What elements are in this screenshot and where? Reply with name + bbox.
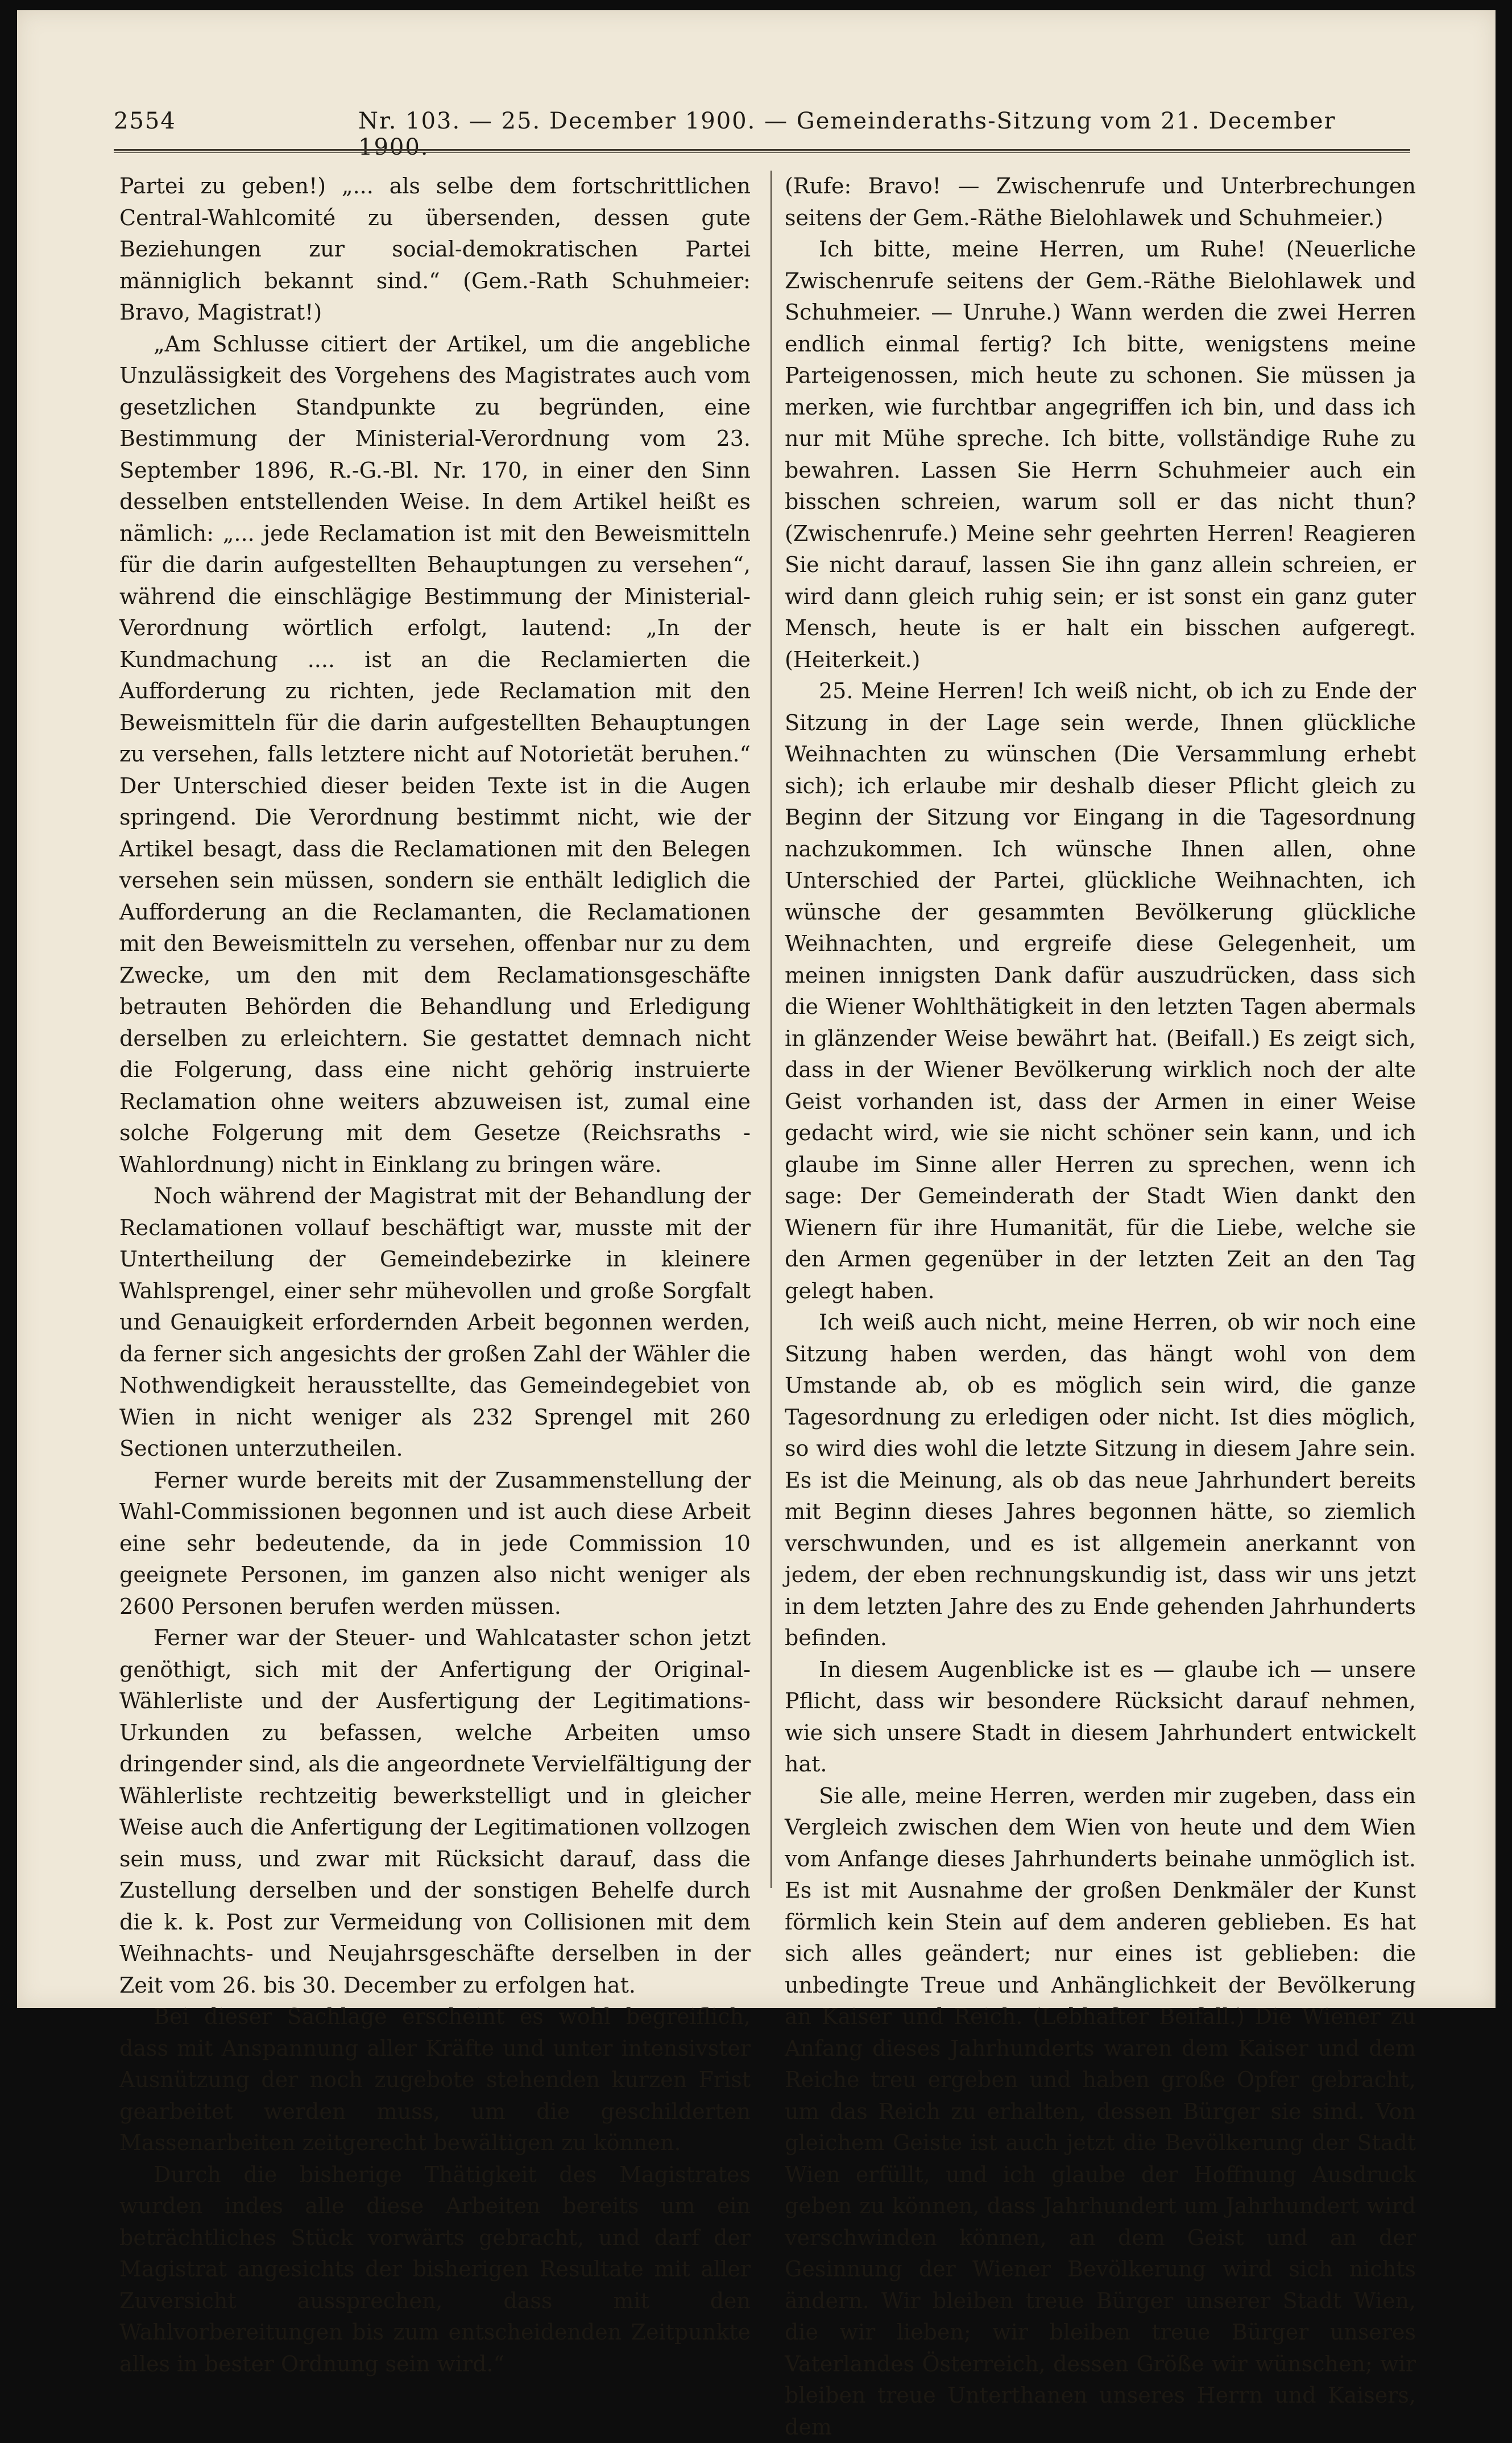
page-number: 2554 bbox=[114, 108, 176, 134]
right-paragraph-2: Ich bitte, meine Herren, um Ruhe! (Neuerliche Zwischenrufe seitens der Gem.-Räthe Bielohlawek und Schuhmeier. — Unruhe.) Wann werden die zwei Herren endlich einmal fertig? Ich bitte, wenigstens meine Parteigenossen, mich heute zu schonen. Sie müssen ja merken, wie furchtbar angegriffen ich bin, und dass ich nur mit Mühe spreche. Ich bitte, vollständige Ruhe zu bewahren. Lassen Sie Herrn Schuhmeier auch ein bisschen schreien, warum soll er das nicht thun? (Zwischenrufe.) Meine sehr geehrten Herren! Reagieren Sie nicht darauf, lassen Sie ihn ganz allein schreien, er wird dann gleich ruhig sein; er ist sonst ein ganz guter Mensch, heute is er halt ein bisschen aufgeregt. (Heiterkeit.) bbox=[785, 234, 1416, 676]
left-column bbox=[119, 171, 751, 2380]
right-column bbox=[785, 171, 1416, 2443]
running-title: Nr. 103. — 25. December 1900. — Gemeinderaths-Sitzung vom 21. December 1900. bbox=[358, 108, 1410, 160]
left-paragraph-2: „Am Schlusse citiert der Artikel, um die angebliche Unzulässigkeit des Vorgehens des Magistrates auch vom gesetzlichen Standpunkte zu begründen, eine Bestimmung der Ministerial-Verordnung vom 23. September 1896, R.-G.-Bl. Nr. 170, in einer den Sinn desselben entstellenden Weise. In dem Artikel heißt es nämlich: „... jede Reclamation ist mit den Beweismitteln für die darin aufgestellten Behauptungen zu versehen“, während die einschlägige Bestimmung der Ministerial-Verordnung wörtlich erfolgt, lautend: „In der Kundmachung .... ist an die Reclamierten die Aufforderung zu richten, jede Reclamation mit den Beweismitteln für die darin aufgestellten Behauptungen zu versehen, falls letztere nicht auf Notorietät beruhen.“ Der Unterschied dieser beiden Texte ist in die Augen springend. Die Verordnung bestimmt nicht, wie der Artikel besagt, dass die Reclamationen mit den Belegen versehen sein müssen, sondern sie enthält lediglich die Aufforderung an die Reclamanten, die Reclamationen mit den Beweismitteln zu versehen, offenbar nur zu dem Zwecke, um den mit dem Reclamationsgeschäfte betrauten Behörden die Behandlung und Erledigung derselben zu erleichtern. Sie gestattet demnach nicht die Folgerung, dass eine nicht gehörig instruierte Reclamation ohne weiters abzuweisen ist, zumal eine solche Folgerung mit dem Gesetze (Reichsraths - Wahlordnung) nicht in Einklang zu bringen wäre. bbox=[119, 329, 751, 1181]
right-paragraph-4: Ich weiß auch nicht, meine Herren, ob wir noch eine Sitzung haben werden, das hängt wohl von dem Umstande ab, ob es möglich sein wird, die ganze Tagesordnung zu erledigen oder nicht. Ist dies möglich, so wird dies wohl die letzte Sitzung in diesem Jahre sein. Es ist die Meinung, als ob das neue Jahrhundert bereits mit Beginn dieses Jahres begonnen hätte, so ziemlich verschwunden, und es ist allgemein anerkannt von jedem, der eben rechnungskundig ist, dass wir uns jetzt in dem letzten Jahre des zu Ende gehenden Jahrhunderts befinden. bbox=[785, 1307, 1416, 1654]
page-header bbox=[114, 108, 1410, 142]
right-paragraph-5: In diesem Augenblicke ist es — glaube ich — unsere Pflicht, dass wir besondere Rücksicht darauf nehmen, wie sich unsere Stadt in diesem Jahrhundert entwickelt hat. bbox=[785, 1654, 1416, 1781]
column-divider bbox=[771, 171, 772, 1888]
right-paragraph-3: 25. Meine Herren! Ich weiß nicht, ob ich zu Ende der Sitzung in der Lage sein werde, Ihnen glückliche Weihnachten zu wünschen (Die Versammlung erhebt sich); ich erlaube mir deshalb dieser Pflicht gleich zu Beginn der Sitzung vor Eingang in die Tagesordnung nachzukommen. Ich wünsche Ihnen allen, ohne Unterschied der Partei, glückliche Weihnachten, ich wünsche der gesammten Bevölkerung glückliche Weihnachten, und ergreife diese Gelegenheit, um meinen innigsten Dank dafür auszudrücken, dass sich die Wiener Wohlthätigkeit in den letzten Tagen abermals in glänzender Weise bewährt hat. (Beifall.) Es zeigt sich, dass in der Wiener Bevölkerung wirklich noch der alte Geist vorhanden ist, dass der Armen in einer Weise gedacht wird, wie sie nicht schöner sein kann, und ich glaube im Sinne aller Herren zu sprechen, wenn ich sage: Der Gemeinderath der Stadt Wien dankt den Wienern für ihre Humanität, für die Liebe, welche sie den Armen gegenüber in der letzten Zeit an den Tag gelegt haben. bbox=[785, 676, 1416, 1307]
left-paragraph-3: Noch während der Magistrat mit der Behandlung der Reclamationen vollauf beschäftigt war, musste mit der Untertheilung der Gemeindebezirke in kleinere Wahlsprengel, einer sehr mühevollen und große Sorgfalt und Genauigkeit erfordernden Arbeit begonnen werden, da ferner sich angesichts der großen Zahl der Wähler die Nothwendigkeit herausstellte, das Gemeindegebiet von Wien in nicht weniger als 232 Sprengel mit 260 Sectionen unterzutheilen. bbox=[119, 1181, 751, 1465]
right-paragraph-6: Sie alle, meine Herren, werden mir zugeben, dass ein Vergleich zwischen dem Wien von heute und dem Wien vom Anfange dieses Jahrhunderts beinahe unmöglich ist. Es ist mit Ausnahme der großen Denkmäler der Kunst förmlich kein Stein auf dem anderen geblieben. Es hat sich alles geändert; nur eines ist geblieben: die unbedingte Treue und Anhänglichkeit der Bevölkerung an Kaiser und Reich. (Lebhafter Beifall.) Die Wiener zu Anfang dieses Jahrhunderts waren dem Kaiser und dem Reiche treu ergeben und haben große Opfer gebracht, um das Reich zu erhalten, dessen Bürger sie sind. Von gleichem Geiste ist auch jetzt die Bevölkerung der Stadt Wien erfüllt, und ich glaube der Hoffnung Ausdruck geben zu können, dass Jahrhundert um Jahrhundert wird verschwinden können, an dem Geist und an der Gesinnung der Wiener Bevölkerung wird sich nichts ändern. Wir bleiben treue Bürger unserer Stadt Wien, die wir lieben; wir bleiben treue Bürger unseres Vaterlandes Österreich, dessen Größe wir wünschen; wir bleiben treue Unterthanen unseres Herrn und Kaisers, dem bbox=[785, 1781, 1416, 2443]
left-paragraph-7: Durch die bisherige Thätigkeit des Magistrates wurden indes alle diese Arbeiten bereits um ein beträchtliches Stück vorwärts gebracht, und darf der Magistrat angesichts der bisherigen Resultate mit aller Zuversicht aussprechen, dass mit den Wahlvorbereitungen bis zum entscheidenden Zeitpunkte alles in bester Ordnung sein wird.“ bbox=[119, 2159, 751, 2380]
right-paragraph-1: (Rufe: Bravo! — Zwischenrufe und Unterbrechungen seitens der Gem.-Räthe Bielohlawek und Schuhmeier.) bbox=[785, 171, 1416, 234]
header-rule bbox=[114, 149, 1410, 153]
left-paragraph-1: Partei zu geben!) „... als selbe dem fortschrittlichen Central-Wahlcomité zu übersenden, dessen gute Beziehungen zur social-demokratischen Partei männiglich bekannt sind.“ (Gem.-Rath Schuhmeier: Bravo, Magistrat!) bbox=[119, 171, 751, 329]
left-paragraph-5: Ferner war der Steuer- und Wahlcataster schon jetzt genöthigt, sich mit der Anfertigung der Original-Wählerliste und der Ausfertigung der Legitimations-Urkunden zu befassen, welche Arbeiten umso dringender sind, als die angeordnete Vervielfältigung der Wählerliste rechtzeitig bewerkstelligt und in gleicher Weise auch die Anfertigung der Legitimationen vollzogen sein muss, und zwar mit Rücksicht darauf, dass die Zustellung derselben und der sonstigen Behelfe durch die k. k. Post zur Vermeidung von Collisionen mit dem Weihnachts- und Neujahrsgeschäfte derselben in der Zeit vom 26. bis 30. December zu erfolgen hat. bbox=[119, 1622, 751, 2001]
left-paragraph-4: Ferner wurde bereits mit der Zusammenstellung der Wahl-Commissionen begonnen und ist auch diese Arbeit eine sehr bedeutende, da in jede Commission 10 geeignete Personen, im ganzen also nicht weniger als 2600 Personen berufen werden müssen. bbox=[119, 1465, 751, 1623]
left-paragraph-6: Bei dieser Sachlage erscheint es wohl begreiflich, dass mit Anspannung aller Kräfte und unter intensivster Ausnützung der noch zugebote stehenden kurzen Frist gearbeitet werden muss, um die geschilderten Massenarbeiten zeitgerecht bewältigen zu können. bbox=[119, 2001, 751, 2159]
